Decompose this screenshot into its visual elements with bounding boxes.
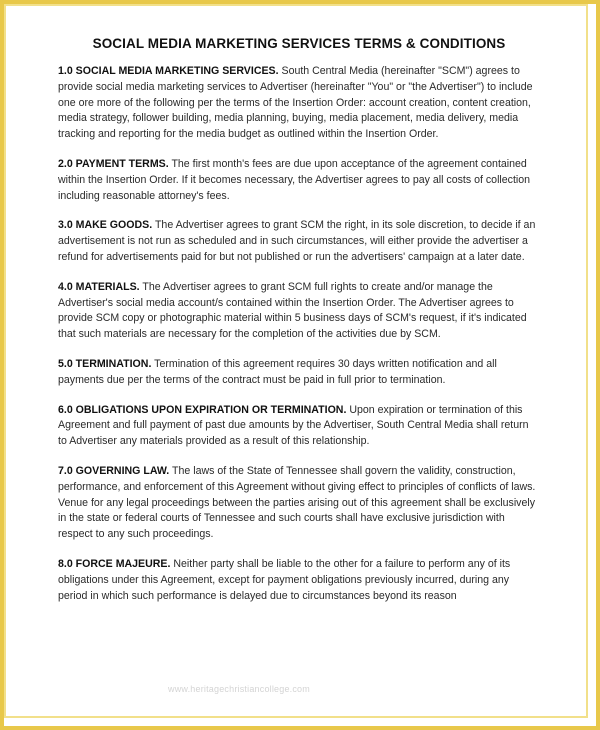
section-heading: 3.0 MAKE GOODS. — [58, 219, 153, 232]
section-heading: 6.0 OBLIGATIONS UPON EXPIRATION OR TERMINATION. — [58, 403, 347, 416]
section-text: The Advertiser agrees to grant SCM the right, in its sole discretion, to decide if an advertisement is not run as scheduled and in such circumstances, will either provide the advertiser a refund for advertisements paid for but not published or run the advertisers' campaign at a later date. — [58, 219, 536, 263]
document-title: SOCIAL MEDIA MARKETING SERVICES TERMS & CONDITIONS — [92, 36, 506, 51]
section-text: The first month's fees are due upon acceptance of the agreement contained within the Insertion Order. If it becomes necessary, the Advertiser agrees to pay all costs of collection including reasonable attorney's fees. — [58, 157, 531, 202]
section-8 — [58, 557, 540, 604]
section-text: The Advertiser agrees to grant SCM full rights to create and/or manage the Advertiser's social media account/s contained within the Insertion Order. The Advertiser agrees to provide SCM copy or photographic material within 5 business days of SCM's request, if it's indicated that such materials are necessary for the completion of the activities due by SCM. — [58, 280, 527, 341]
section-heading: 1.0 SOCIAL MEDIA MARKETING SERVICES. — [58, 65, 279, 77]
section-text: The laws of the State of Tennessee shall govern the validity, construction, performance, and enforcement of this Agreement without giving effect to principles of conflicts of laws. Venue for any legal proceedings between the parties arising out of this agreement shall be exclusively in the state or federal courts of Tennessee and such courts shall have exclusive jurisdiction with respect to any such proceedings. — [58, 464, 536, 541]
section-7 — [58, 464, 540, 543]
section-heading: 8.0 FORCE MAJEURE. — [58, 557, 171, 570]
document — [58, 36, 540, 618]
section-text: Termination of this agreement requires 30 days written notification and all payments due per the terms of the contract must be paid in full prior to termination. — [58, 357, 497, 386]
section-2 — [58, 157, 540, 204]
section-heading: 4.0 MATERIALS. — [58, 280, 140, 293]
section-text: Neither party shall be liable to the other for a failure to perform any of its obligations under this Agreement, except for payment obligations previously incurred, during any period in which such performance is delayed due to circumstances beyond its reason — [58, 557, 511, 602]
section-text: Upon expiration or termination of this Agreement and full payment of past due amounts by the Advertiser, South Central Media shall return to Advertiser any materials provided as a result of this relationship. — [58, 403, 529, 448]
section-text: South Central Media (hereinafter "SCM") agrees to provide social media marketing services to Advertiser (hereinafter "You" or "the Advertiser") to include one ore more of the following per the terms of the Insertion Order: account creation, content creation, media strategy, follower building, media planning, buying, media placement, media delivery, media tracking and reporting for the media budget as outlined within the Insertion Order. — [58, 65, 533, 141]
section-heading: 5.0 TERMINATION. — [58, 357, 152, 370]
section-3 — [58, 218, 540, 265]
section-6 — [58, 403, 540, 450]
section-4 — [58, 280, 540, 343]
section-heading: 7.0 GOVERNING LAW. — [58, 464, 170, 477]
watermark: www.heritagechristiancollege.com — [168, 684, 310, 694]
section-1 — [58, 64, 540, 143]
section-heading: 2.0 PAYMENT TERMS. — [58, 157, 169, 170]
section-5 — [58, 357, 540, 389]
